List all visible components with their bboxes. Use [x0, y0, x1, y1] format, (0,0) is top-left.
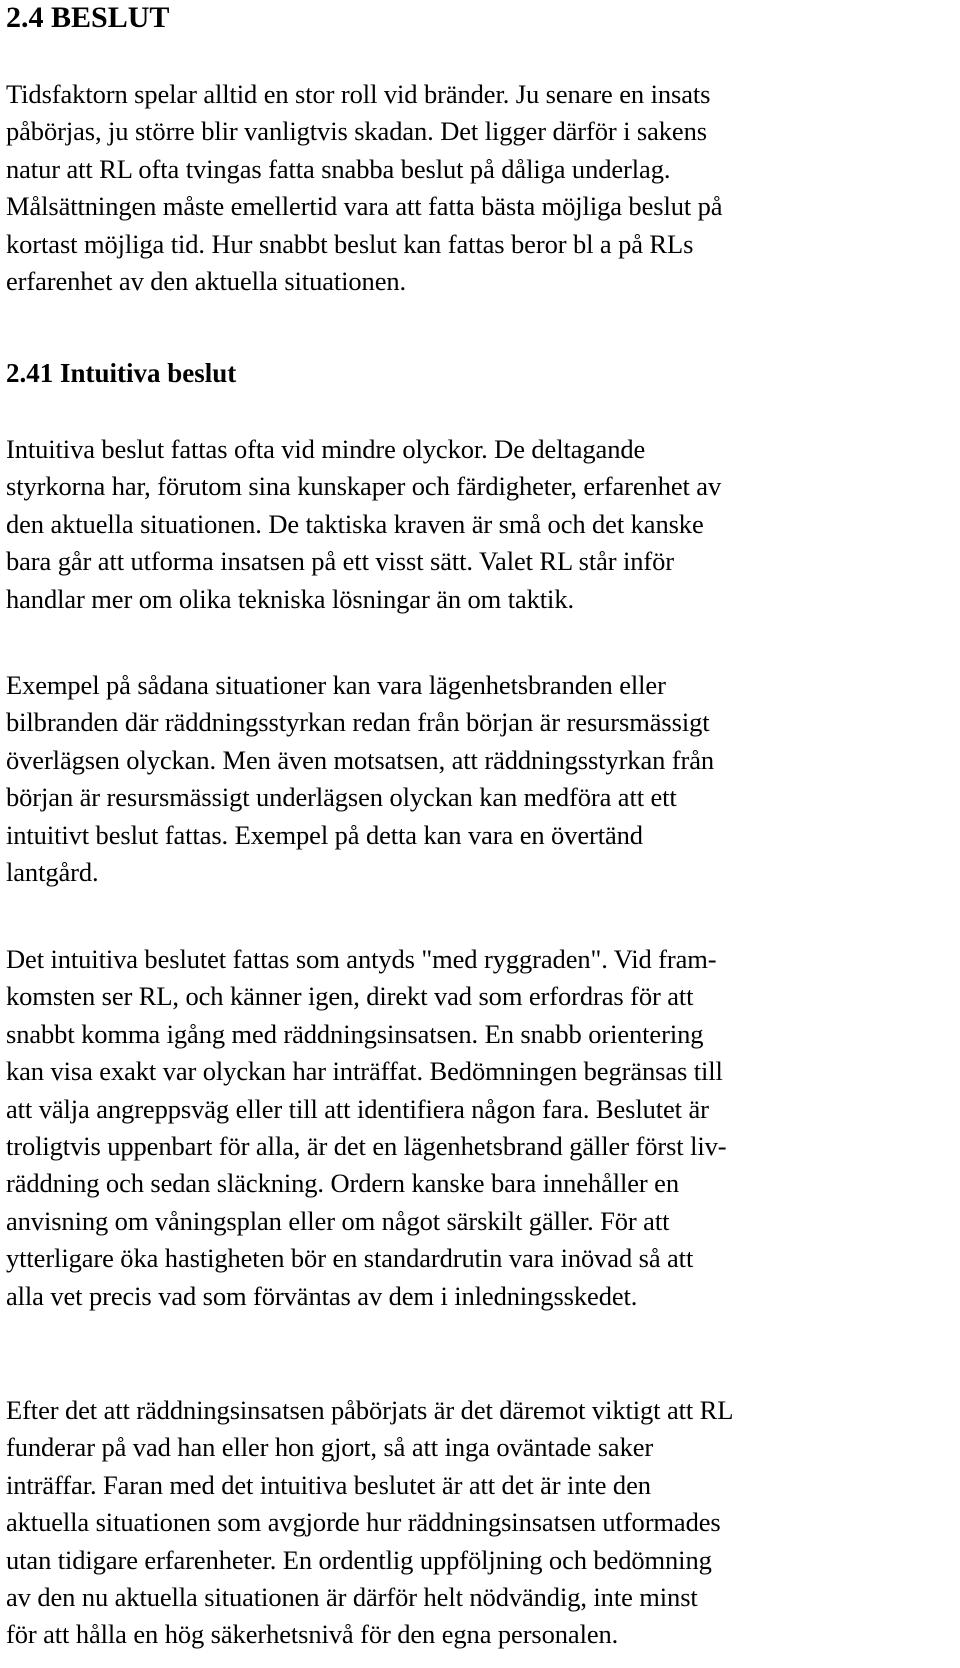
paragraph-follow-up [6, 1392, 733, 1654]
text-line: aktuella situationen som avgjorde hur räddningsinsatsen utformades [6, 1507, 721, 1538]
text-line: styrkorna har, förutom sina kunskaper och färdigheter, erfarenhet av [6, 471, 722, 502]
text-line: ytterligare öka hastigheten bör en standardrutin vara inövad så att [6, 1243, 694, 1274]
subsection-heading: 2.41 Intuitiva beslut [6, 358, 237, 388]
text-line: anvisning om våningsplan eller om något särskilt gäller. För att [6, 1205, 670, 1236]
text-line: bilbranden där räddningsstyrkan redan från början är resursmässigt [6, 707, 710, 738]
paragraph-intuitive-decisions [6, 431, 721, 618]
text-line: Efter det att räddningsinsatsen påbörjats är det däremot viktigt att RL [6, 1395, 734, 1425]
text-line: Tidsfaktorn spelar alltid en stor roll vid bränder. Ju senare en insats [6, 79, 711, 109]
text-line: bara går att utforma insatsen på ett visst sätt. Valet RL står inför [6, 546, 675, 577]
text-line: intuitivt beslut fattas. Exempel på detta kan vara en övertänd [6, 819, 643, 850]
text-line: för att hålla en hög säkerhetsnivå för den egna personalen. [6, 1619, 619, 1650]
text-line: troligtvis uppenbart för alla, är det en lägenhetsbrand gäller först liv- [6, 1131, 727, 1162]
text-line: Målsättningen måste emellertid vara att fatta bästa möjliga beslut på [6, 191, 723, 222]
text-line: den aktuella situationen. De taktiska kraven är små och det kanske [6, 508, 704, 539]
text-line: snabbt komma igång med räddningsinsatsen. En snabb orientering [6, 1018, 704, 1049]
text-line: kortast möjliga tid. Hur snabbt beslut kan fattas beror bl a på RLs [6, 228, 694, 259]
text-line: inträffar. Faran med det intuitiva beslutet är att det är inte den [6, 1469, 651, 1500]
text-line: Det intuitiva beslutet fattas som antyds "med ryggraden". Vid fram- [6, 944, 717, 974]
text-line: komsten ser RL, och känner igen, direkt vad som erfordras för att [6, 981, 694, 1012]
paragraph-time-factor [6, 76, 722, 300]
text-line: att välja angreppsväg eller till att identifiera någon fara. Beslutet är [6, 1093, 709, 1124]
text-line: lantgård. [6, 857, 99, 888]
text-line: funderar på vad han eller hon gjort, så att inga oväntade saker [6, 1432, 654, 1463]
text-line: av den nu aktuella situationen är därför helt nödvändig, inte minst [6, 1582, 698, 1613]
text-line: räddning och sedan släckning. Ordern kanske bara innehåller en [6, 1168, 679, 1199]
text-line: påbörjas, ju större blir vanligtvis skadan. Det ligger därför i sakens [6, 116, 707, 147]
text-line: natur att RL ofta tvingas fatta snabba beslut på dåliga underlag. [6, 153, 671, 184]
text-line: kan visa exakt var olyckan har inträffat. Bedömningen begränsas till [6, 1056, 723, 1087]
text-line: alla vet precis vad som förväntas av dem i inledningsskedet. [6, 1280, 638, 1311]
section-heading: 2.4 BESLUT [6, 1, 170, 34]
text-line: Intuitiva beslut fattas ofta vid mindre olyckor. De deltagande [6, 434, 646, 464]
text-line: början är resursmässigt underlägsen olyckan kan medföra att ett [6, 782, 677, 813]
text-line: överlägsen olyckan. Men även motsatsen, att räddningsstyrkan från [6, 744, 715, 775]
text-line: handlar mer om olika tekniska lösningar än om taktik. [6, 583, 574, 614]
text-line: Exempel på sådana situationer kan vara lägenhetsbranden eller [6, 670, 666, 700]
text-line: erfarenhet av den aktuella situationen. [6, 266, 407, 297]
paragraph-examples [6, 667, 714, 891]
text-line: utan tidigare erfarenheter. En ordentlig uppföljning och bedömning [6, 1544, 712, 1575]
paragraph-gut-decision [6, 941, 726, 1315]
